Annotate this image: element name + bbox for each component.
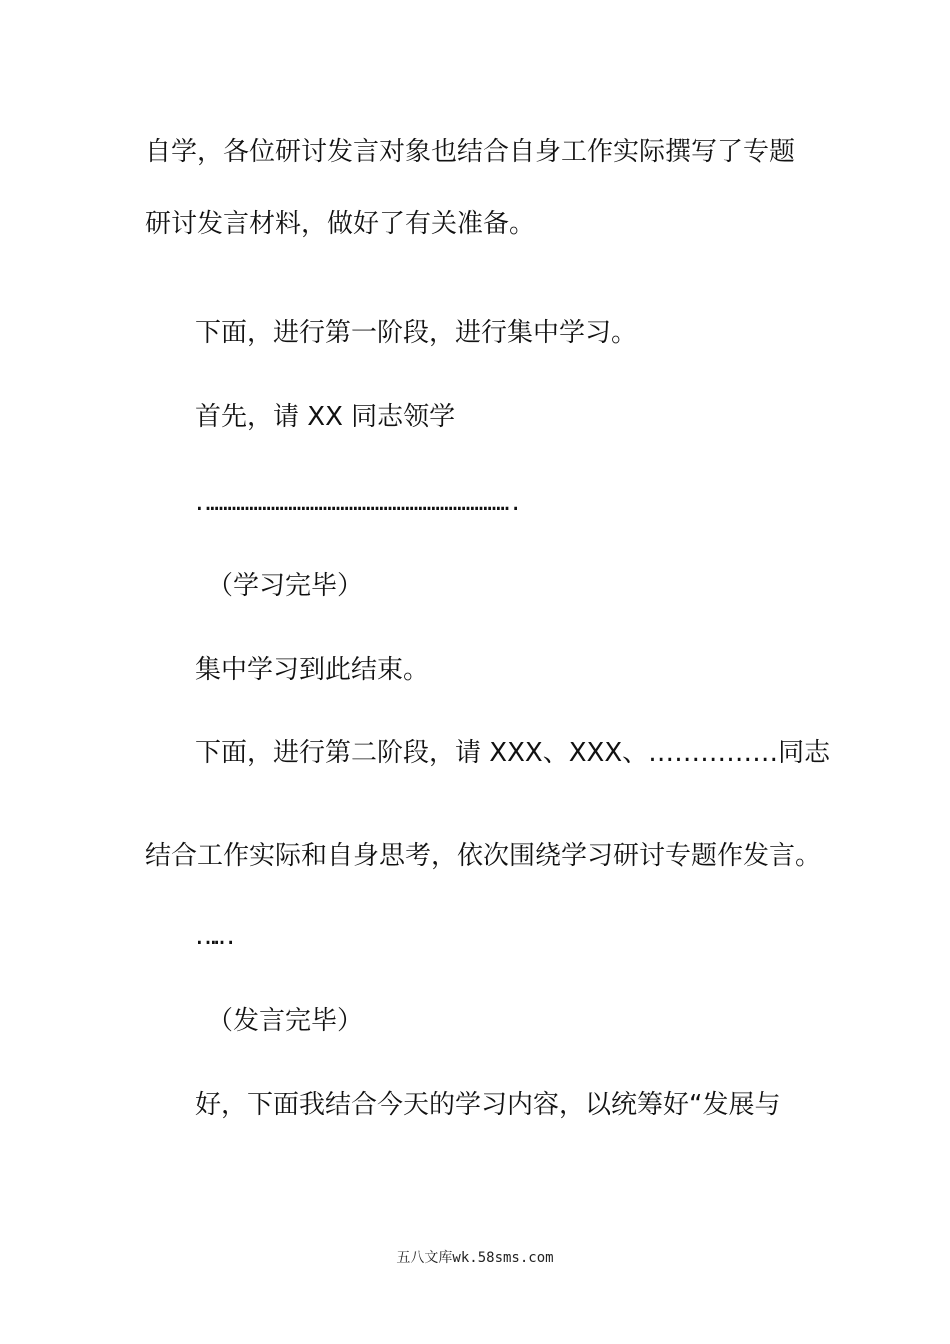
paragraph-line-8: 结合工作实际和自身思考，依次围绕学习研讨专题作发言。 (145, 841, 822, 871)
paragraph-line-3: 下面，进行第一阶段，进行集中学习。 (195, 318, 638, 348)
paragraph-line-1: 自学，各位研讨发言对象也结合自身工作实际撰写了专题 (145, 137, 796, 167)
paragraph-line-7: 下面，进行第二阶段，请 XXX、XXX、……………同志 (195, 738, 831, 768)
ellipsis-line-2: …… (195, 921, 223, 951)
footer-watermark: 五八文库wk.58sms.com (396, 1250, 554, 1266)
paragraph-line-5: （学习完毕） (207, 571, 364, 601)
ellipsis-line-1: ……………………………………………………………… (195, 487, 507, 517)
paragraph-line-6: 集中学习到此结束。 (195, 655, 430, 685)
paragraph-line-2: 研讨发言材料，做好了有关准备。 (145, 209, 536, 239)
paragraph-line-9: （发言完毕） (207, 1006, 364, 1036)
paragraph-line-4: 首先，请 XX 同志领学 (195, 402, 456, 432)
paragraph-line-10: 好，下面我结合今天的学习内容，以统筹好“发展与 (195, 1090, 781, 1120)
